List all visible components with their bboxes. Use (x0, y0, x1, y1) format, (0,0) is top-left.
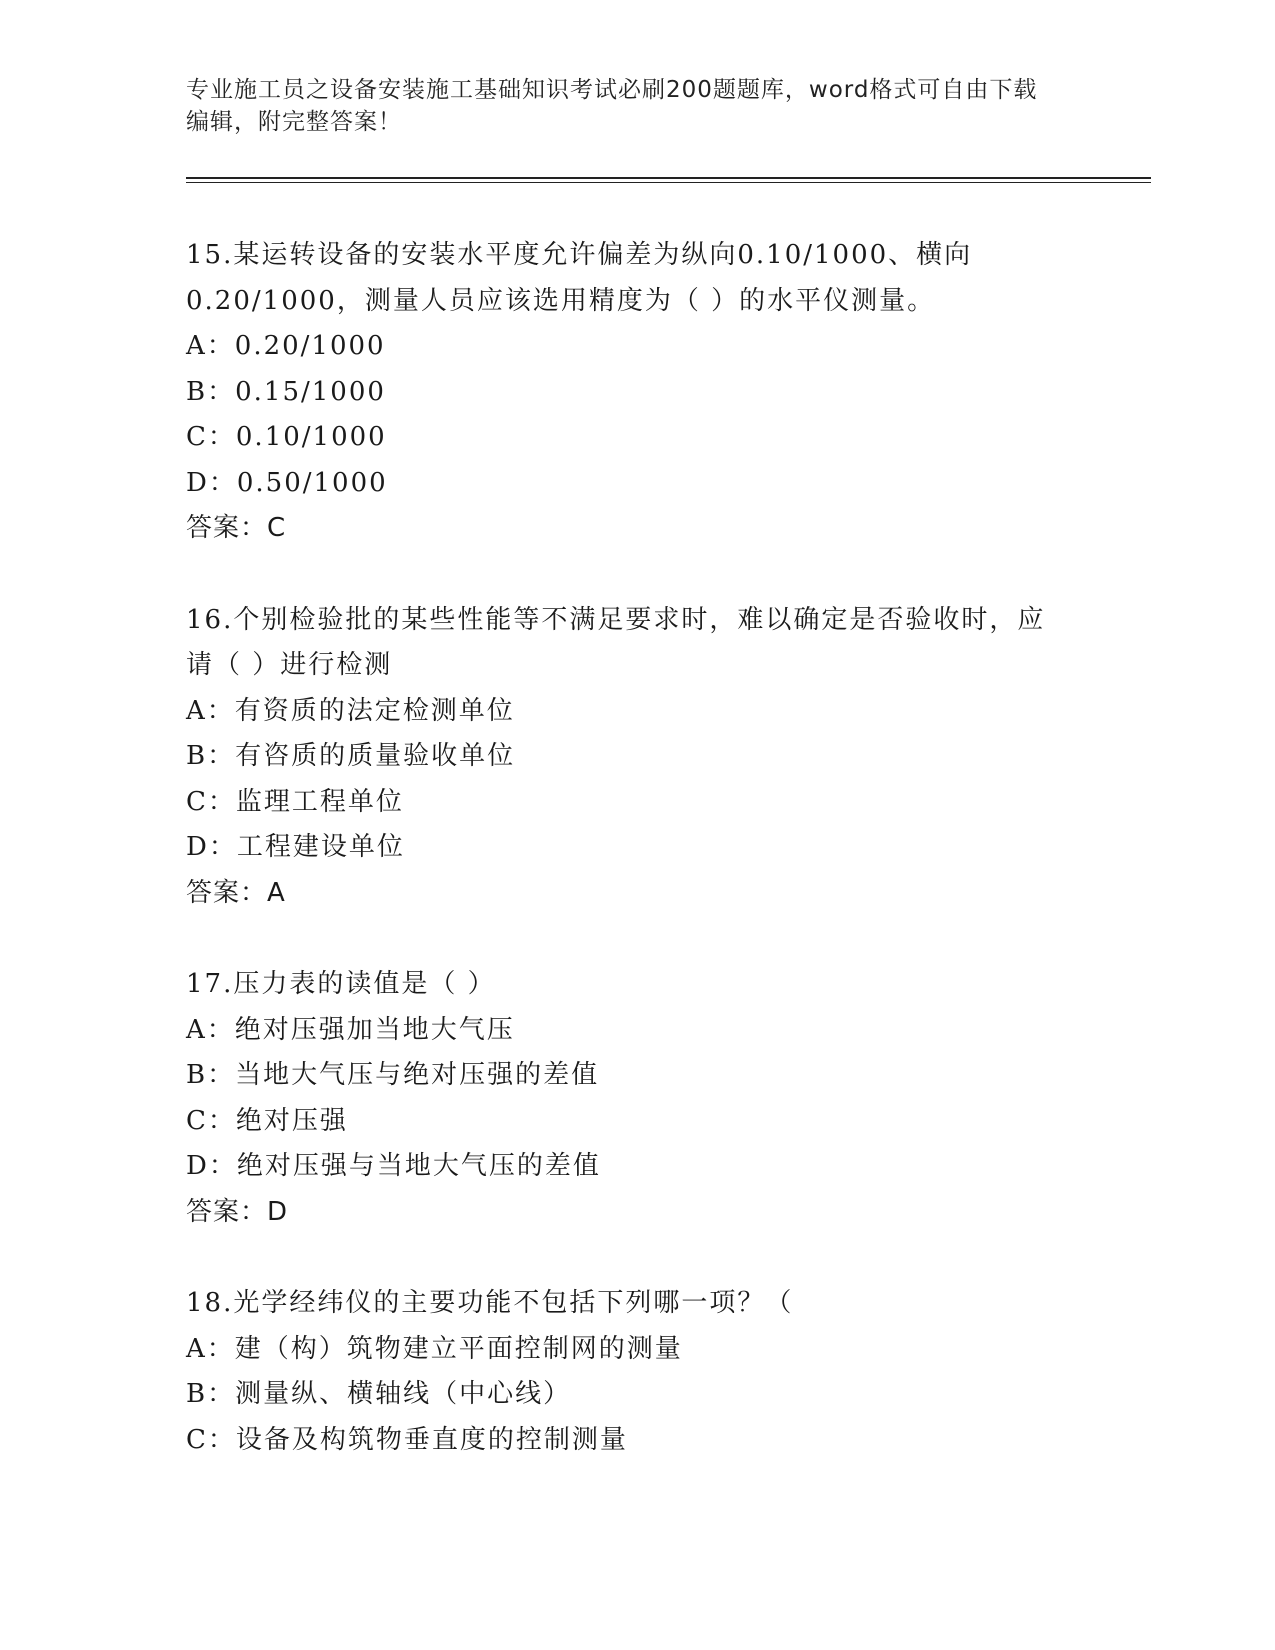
option-c: C：设备及构筑物垂直度的控制测量 (186, 1424, 628, 1455)
header-divider-thin (186, 182, 1151, 183)
option-d: D：绝对压强与当地大气压的差值 (186, 1151, 601, 1181)
option-d: D：0.50/1000 (186, 467, 388, 498)
option-c: C：监理工程单位 (186, 786, 404, 817)
answer-line: 答案：C (186, 513, 287, 543)
option-d: D：工程建设单位 (186, 832, 405, 862)
header-line: 编辑，附完整答案！ (186, 109, 402, 135)
question-17 (186, 962, 1116, 1235)
question-15 (186, 233, 1116, 552)
option-b: B：当地大气压与绝对压强的差值 (186, 1060, 600, 1090)
question-stem: 16.个别检验批的某些性能等不满足要求时，难以确定是否验收时，应 (186, 604, 1046, 635)
option-b: B：有咨质的质量验收单位 (186, 741, 516, 771)
question-list (186, 233, 1116, 1509)
answer-line: 答案：D (186, 1196, 289, 1227)
option-a: A：0.20/1000 (186, 331, 386, 361)
question-18 (186, 1281, 1116, 1463)
option-a: A：有资质的法定检测单位 (186, 695, 515, 726)
option-c: C：绝对压强 (186, 1105, 348, 1136)
header-line: 专业施工员之设备安装施工基础知识考试必刷200题题库，word格式可自由下载 (186, 77, 1038, 103)
option-a: A：建（构）筑物建立平面控制网的测量 (186, 1333, 683, 1364)
question-stem: 请（ ）进行检测 (186, 650, 393, 680)
option-a: A：绝对压强加当地大气压 (186, 1014, 515, 1045)
question-stem: 0.20/1000，测量人员应该选用精度为（ ）的水平仪测量。 (186, 285, 936, 316)
answer-line: 答案：A (186, 877, 286, 908)
option-b: B：0.15/1000 (186, 376, 386, 407)
document-header (186, 74, 1086, 138)
option-c: C：0.10/1000 (186, 422, 387, 452)
header-divider-thick (186, 177, 1151, 179)
question-stem: 17.压力表的读值是（ ） (186, 969, 496, 999)
question-16 (186, 598, 1116, 917)
option-b: B：测量纵、横轴线（中心线） (186, 1379, 572, 1409)
question-stem: 18.光学经纬仪的主要功能不包括下列哪一项？（ (186, 1288, 794, 1318)
question-stem: 15.某运转设备的安装水平度允许偏差为纵向0.10/1000、横向 (186, 240, 973, 270)
